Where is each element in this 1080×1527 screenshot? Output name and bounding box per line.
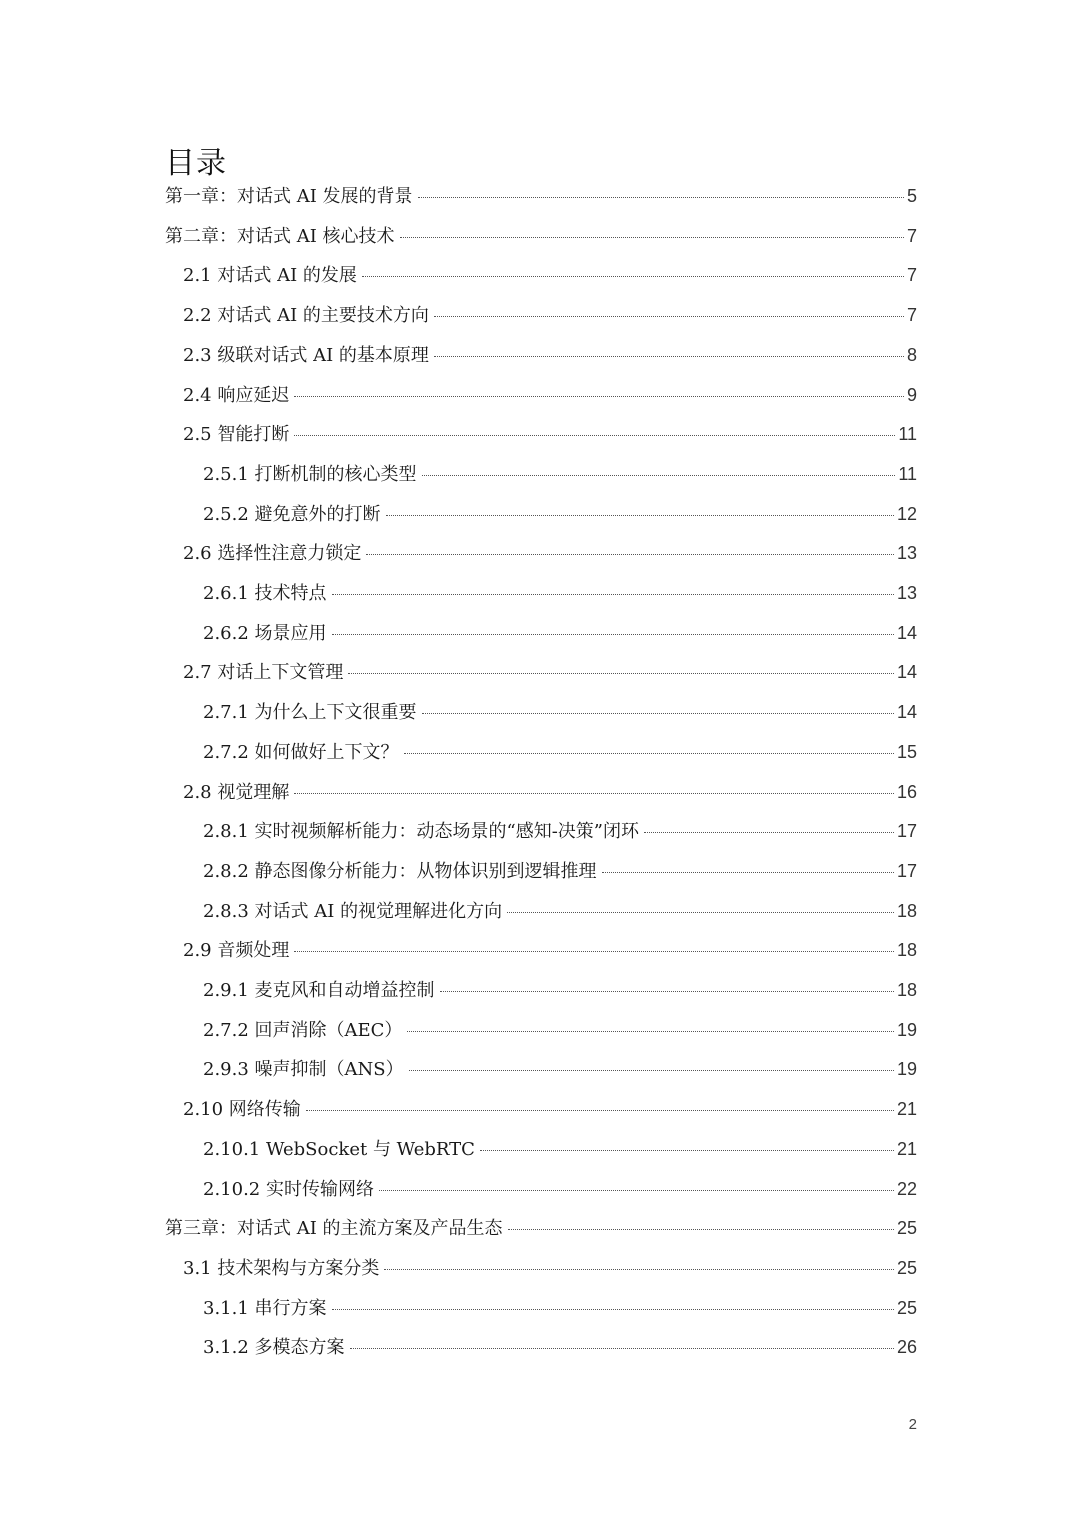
- toc-entry-label: 2.7 对话上下文管理: [183, 662, 344, 684]
- toc-entry[interactable]: [183, 341, 917, 381]
- toc-entry[interactable]: [203, 817, 917, 857]
- dot-leader: [508, 1229, 894, 1230]
- toc-entry[interactable]: [183, 420, 917, 460]
- toc-entry-page: 15: [896, 741, 917, 762]
- dot-leader: [294, 793, 894, 794]
- toc-entry-label: 2.10.1 WebSocket 与 WebRTC: [203, 1138, 475, 1160]
- toc-entry[interactable]: [203, 460, 917, 500]
- dot-leader: [332, 594, 894, 595]
- toc-entry-page: 7: [906, 225, 917, 246]
- toc-entry-page: 14: [896, 622, 917, 643]
- toc-entry-page: 13: [896, 583, 917, 603]
- dot-leader: [384, 1269, 894, 1270]
- toc-entry-page: 18: [896, 900, 917, 921]
- toc-entry[interactable]: [203, 619, 917, 659]
- toc-entry-label: 3.1.1 串行方案: [203, 1297, 327, 1319]
- toc-entry-label: 2.8 视觉理解: [183, 781, 290, 803]
- toc-entry-page: 25: [896, 1297, 917, 1318]
- toc-entry-label: 2.8.3 对话式 AI 的视觉理解进化方向: [203, 900, 503, 922]
- toc-entry-label: 2.7.2 回声消除（AEC）: [203, 1019, 403, 1041]
- dot-leader: [400, 237, 904, 238]
- toc-entry-page: 25: [896, 1218, 917, 1239]
- toc-entry-label: 2.7.2 如何做好上下文？: [203, 741, 399, 763]
- toc-entry-label: 2.9.3 噪声抑制（ANS）: [203, 1059, 404, 1081]
- toc-entry-page: 21: [896, 1099, 917, 1120]
- toc-entry-page: 14: [896, 662, 917, 683]
- toc-entry-page: 17: [896, 860, 917, 881]
- toc-entry[interactable]: [203, 857, 917, 897]
- toc-entry[interactable]: [203, 1333, 917, 1373]
- toc-entry-label: 2.9 音频处理: [183, 940, 290, 962]
- dot-leader: [294, 396, 904, 397]
- dot-leader: [507, 912, 894, 913]
- toc-entry[interactable]: [183, 261, 917, 301]
- toc-entry[interactable]: [183, 1095, 917, 1135]
- dot-leader: [480, 1150, 894, 1151]
- toc-entry[interactable]: [203, 1294, 917, 1334]
- dot-leader: [434, 316, 904, 317]
- toc-entry-label: 2.6.1 技术特点: [203, 583, 327, 604]
- page-title: 目录: [165, 146, 227, 181]
- toc-entry-label: 2.5.2 避免意外的打断: [203, 503, 381, 525]
- dot-leader: [409, 1070, 894, 1071]
- dot-leader: [332, 1309, 894, 1310]
- toc-entry-label: 2.4 响应延迟: [183, 384, 290, 406]
- toc-entry-label: 2.6.2 场景应用: [203, 622, 327, 644]
- toc-entry-page: 13: [896, 543, 917, 564]
- toc-entry[interactable]: [203, 1135, 917, 1175]
- toc-entry[interactable]: [203, 897, 917, 937]
- toc-entry-label: 2.1 对话式 AI 的发展: [183, 265, 357, 287]
- toc-entry-label: 第一章：对话式 AI 发展的背景: [165, 186, 413, 207]
- toc-entry-label: 2.2 对话式 AI 的主要技术方向: [183, 305, 429, 327]
- toc-entry-label: 第二章：对话式 AI 核心技术: [165, 225, 395, 247]
- toc-entry-label: 2.5 智能打断: [183, 424, 290, 446]
- toc-entry-page: 12: [896, 503, 917, 524]
- dot-leader: [362, 276, 904, 277]
- toc-entry-page: 5: [906, 186, 917, 206]
- toc-entry[interactable]: [203, 1175, 917, 1215]
- dot-leader: [379, 1190, 894, 1191]
- dot-leader: [644, 832, 894, 833]
- toc-entry-label: 2.8.1 实时视频解析能力：动态场景的“感知-决策”闭环: [203, 821, 640, 843]
- dot-leader: [350, 1348, 894, 1349]
- toc-entry[interactable]: [203, 579, 917, 619]
- toc-entry-page: 19: [896, 1059, 917, 1080]
- toc-entry-label: 2.3 级联对话式 AI 的基本原理: [183, 344, 429, 366]
- dot-leader: [294, 951, 894, 952]
- toc-entry-page: 19: [896, 1019, 917, 1040]
- toc-entry-page: 22: [896, 1178, 917, 1199]
- dot-leader: [348, 673, 894, 674]
- toc-entry[interactable]: [183, 301, 917, 341]
- toc-entry[interactable]: [183, 936, 917, 976]
- dot-leader: [422, 475, 896, 476]
- toc-entry-label: 2.9.1 麦克风和自动增益控制: [203, 980, 435, 1001]
- dot-leader: [434, 356, 904, 357]
- dot-leader: [440, 991, 894, 992]
- dot-leader: [422, 713, 894, 714]
- toc-entry-page: 11: [898, 424, 917, 445]
- toc-entry-page: 17: [896, 821, 917, 842]
- toc-entry-page: 25: [896, 1257, 917, 1278]
- toc-entry-page: 26: [896, 1337, 917, 1358]
- dot-leader: [366, 554, 894, 555]
- dot-leader: [418, 197, 904, 198]
- toc-entry-label: 3.1.2 多模态方案: [203, 1337, 345, 1359]
- dot-leader: [602, 872, 894, 873]
- dot-leader: [386, 515, 894, 516]
- toc-entry-page: 18: [896, 980, 917, 1000]
- toc-entry-label: 第三章：对话式 AI 的主流方案及产品生态: [165, 1218, 503, 1240]
- toc-entry-page: 8: [906, 344, 917, 365]
- dot-leader: [332, 634, 894, 635]
- page-number: 2: [908, 1416, 917, 1433]
- toc-entry[interactable]: [183, 539, 917, 579]
- toc-entry-label: 2.7.1 为什么上下文很重要: [203, 702, 417, 724]
- toc-entry-page: 11: [898, 463, 917, 484]
- toc-entry-label: 3.1 技术架构与方案分类: [183, 1257, 380, 1279]
- toc-entry[interactable]: [183, 381, 917, 421]
- toc-entry[interactable]: [203, 976, 917, 1016]
- toc-entry-label: 2.6 选择性注意力锁定: [183, 543, 362, 565]
- dot-leader: [306, 1110, 894, 1111]
- toc-entry-page: 7: [906, 265, 917, 286]
- toc-entry[interactable]: [203, 500, 917, 540]
- toc-entry-label: 2.8.2 静态图像分析能力：从物体识别到逻辑推理: [203, 860, 597, 882]
- toc-entry[interactable]: [165, 182, 917, 222]
- dot-leader: [407, 1031, 894, 1032]
- toc-entry[interactable]: [183, 1254, 917, 1294]
- toc-entry-page: 9: [906, 384, 917, 405]
- toc-entry[interactable]: [165, 1214, 917, 1254]
- toc-entry[interactable]: [203, 698, 917, 738]
- toc-entry-page: 21: [896, 1138, 917, 1159]
- toc-entry[interactable]: [183, 658, 917, 698]
- toc-entry-page: 14: [896, 702, 917, 723]
- toc-entry-page: 7: [906, 305, 917, 326]
- toc-entry-page: 16: [896, 781, 917, 802]
- dot-leader: [404, 753, 894, 754]
- toc-entry-label: 2.5.1 打断机制的核心类型: [203, 463, 417, 485]
- toc-entry[interactable]: [203, 1016, 917, 1056]
- toc-entry-label: 2.10 网络传输: [183, 1099, 301, 1121]
- dot-leader: [294, 435, 895, 436]
- toc-entry[interactable]: [165, 222, 917, 262]
- toc-entry-label: 2.10.2 实时传输网络: [203, 1178, 374, 1200]
- toc-entry-page: 18: [896, 940, 917, 961]
- toc-entry[interactable]: [203, 1055, 917, 1095]
- toc-entry[interactable]: [183, 778, 917, 818]
- toc-entry[interactable]: [203, 738, 917, 778]
